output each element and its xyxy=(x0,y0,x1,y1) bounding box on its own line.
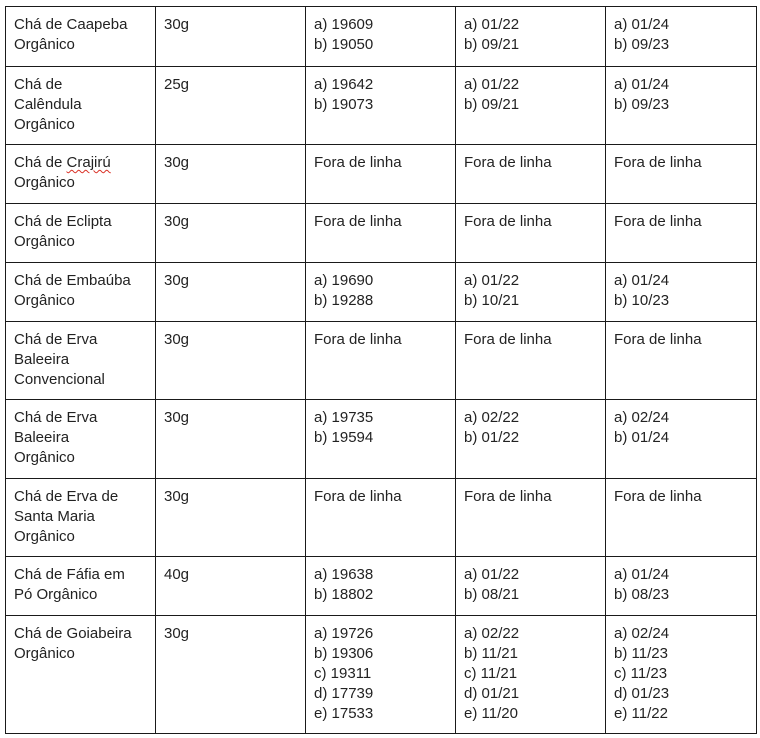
weight-cell: 30g xyxy=(156,204,306,263)
manufacture-date-cell: a) 01/22 b) 09/21 xyxy=(456,67,606,145)
expiry-date-cell: a) 01/24 b) 08/23 xyxy=(606,557,757,616)
lot-cell: Fora de linha xyxy=(306,145,456,204)
table-row xyxy=(6,479,757,557)
expiry-date-cell: Fora de linha xyxy=(606,479,757,557)
expiry-date-cell: a) 01/24 b) 09/23 xyxy=(606,67,757,145)
expiry-date-cell: a) 01/24 b) 10/23 xyxy=(606,263,757,322)
weight-cell: 25g xyxy=(156,67,306,145)
product-name-cell: Chá de Crajirú Orgânico xyxy=(6,145,156,204)
lot-cell: a) 19642 b) 19073 xyxy=(306,67,456,145)
product-lots-table xyxy=(5,6,757,734)
weight-cell: 30g xyxy=(156,400,306,479)
lot-cell: a) 19690 b) 19288 xyxy=(306,263,456,322)
table-row xyxy=(6,7,757,67)
product-name-cell: Chá de Erva Baleeira Convencional xyxy=(6,322,156,400)
product-name-cell: Chá de Fáfia em Pó Orgânico xyxy=(6,557,156,616)
product-name-cell: Chá de Caapeba Orgânico xyxy=(6,7,156,67)
manufacture-date-cell: a) 02/22 b) 01/22 xyxy=(456,400,606,479)
product-name-cell: Chá de Embaúba Orgânico xyxy=(6,263,156,322)
weight-cell: 30g xyxy=(156,322,306,400)
manufacture-date-cell: a) 02/22 b) 11/21 c) 11/21 d) 01/21 e) 11/20 xyxy=(456,616,606,734)
lot-cell: Fora de linha xyxy=(306,204,456,263)
manufacture-date-cell: a) 01/22 b) 09/21 xyxy=(456,7,606,67)
weight-cell: 30g xyxy=(156,263,306,322)
expiry-date-cell: a) 02/24 b) 01/24 xyxy=(606,400,757,479)
table-row xyxy=(6,616,757,734)
expiry-date-cell: Fora de linha xyxy=(606,204,757,263)
product-name-cell: Chá de Erva Baleeira Orgânico xyxy=(6,400,156,479)
table-row xyxy=(6,557,757,616)
lot-cell: Fora de linha xyxy=(306,479,456,557)
manufacture-date-cell: Fora de linha xyxy=(456,145,606,204)
table-row xyxy=(6,322,757,400)
manufacture-date-cell: Fora de linha xyxy=(456,322,606,400)
product-name-cell: Chá de Calêndula Orgânico xyxy=(6,67,156,145)
manufacture-date-cell: Fora de linha xyxy=(456,204,606,263)
weight-cell: 30g xyxy=(156,145,306,204)
table-row xyxy=(6,67,757,145)
expiry-date-cell: Fora de linha xyxy=(606,322,757,400)
product-name-cell: Chá de Erva de Santa Maria Orgânico xyxy=(6,479,156,557)
expiry-date-cell: Fora de linha xyxy=(606,145,757,204)
table-row xyxy=(6,263,757,322)
lot-cell: a) 19609 b) 19050 xyxy=(306,7,456,67)
lot-cell: Fora de linha xyxy=(306,322,456,400)
weight-cell: 30g xyxy=(156,616,306,734)
weight-cell: 30g xyxy=(156,7,306,67)
product-name-cell: Chá de Eclipta Orgânico xyxy=(6,204,156,263)
spellcheck-flagged-word[interactable]: Crajirú xyxy=(66,154,111,171)
lot-cell: a) 19638 b) 18802 xyxy=(306,557,456,616)
lot-cell: a) 19735 b) 19594 xyxy=(306,400,456,479)
manufacture-date-cell: a) 01/22 b) 10/21 xyxy=(456,263,606,322)
table-row xyxy=(6,145,757,204)
expiry-date-cell: a) 01/24 b) 09/23 xyxy=(606,7,757,67)
product-name-cell: Chá de Goiabeira Orgânico xyxy=(6,616,156,734)
manufacture-date-cell: a) 01/22 b) 08/21 xyxy=(456,557,606,616)
table-row xyxy=(6,400,757,479)
expiry-date-cell: a) 02/24 b) 11/23 c) 11/23 d) 01/23 e) 11/22 xyxy=(606,616,757,734)
weight-cell: 30g xyxy=(156,479,306,557)
lot-cell: a) 19726 b) 19306 c) 19311 d) 17739 e) 17533 xyxy=(306,616,456,734)
table-row xyxy=(6,204,757,263)
manufacture-date-cell: Fora de linha xyxy=(456,479,606,557)
weight-cell: 40g xyxy=(156,557,306,616)
